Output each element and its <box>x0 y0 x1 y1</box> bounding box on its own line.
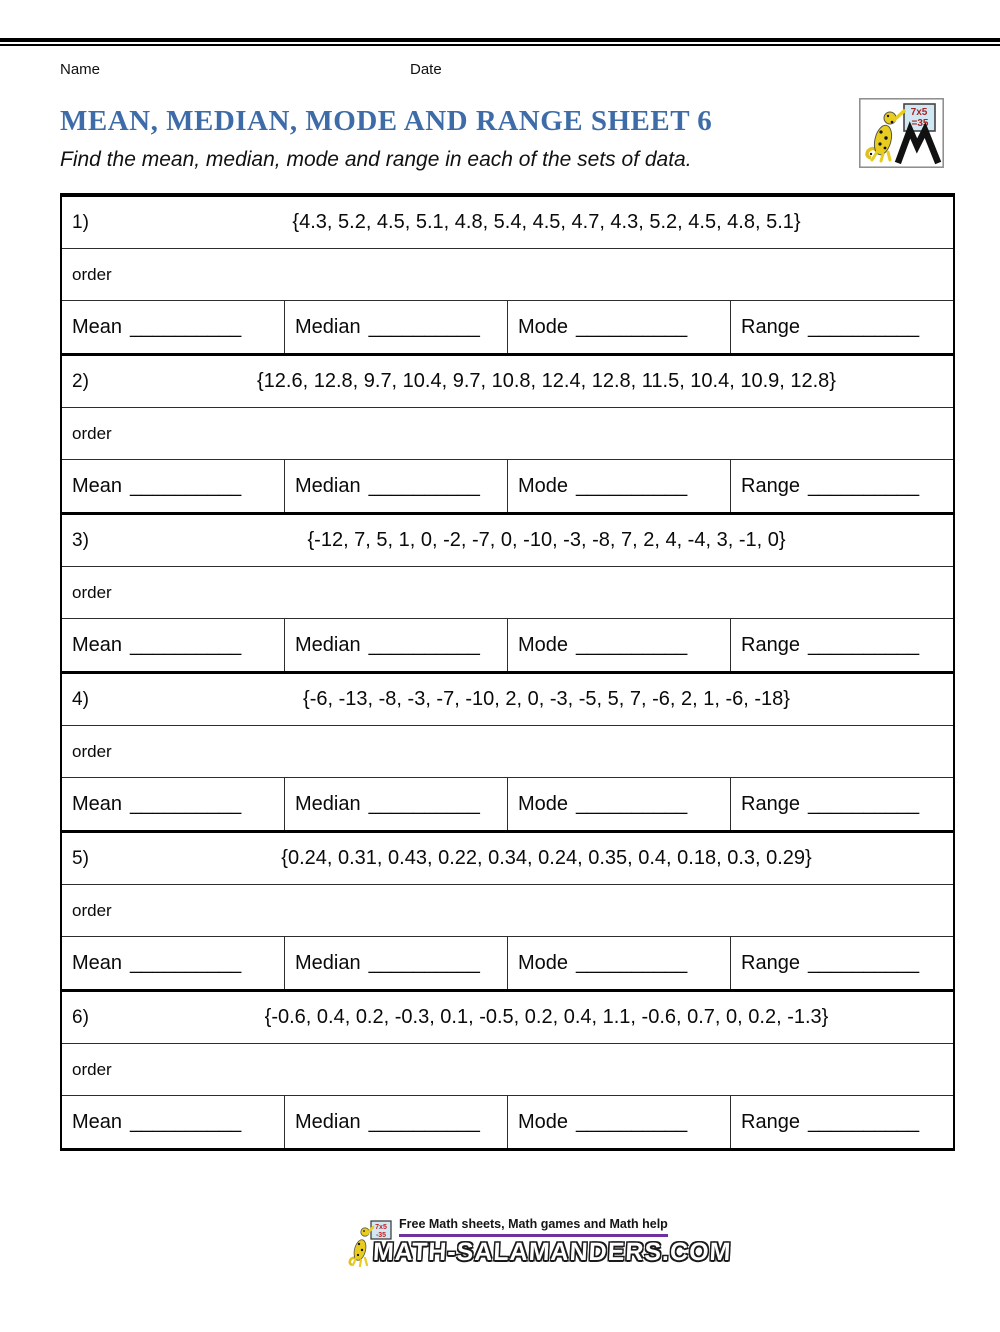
mode-label: Mode <box>518 474 569 497</box>
data-row <box>62 197 953 249</box>
median-label: Median <box>295 474 361 497</box>
range-cell <box>731 619 953 671</box>
mean-cell <box>62 937 285 989</box>
data-row <box>62 992 953 1044</box>
mode-answer-blank: __________ <box>576 633 688 656</box>
problem-block-3 <box>62 515 953 674</box>
footer-board-line1: 7x5 <box>375 1224 387 1231</box>
mode-label: Mode <box>518 633 569 656</box>
problem-block-5 <box>62 833 953 992</box>
order-row <box>62 408 953 460</box>
mean-label: Mean <box>72 474 123 497</box>
mode-cell <box>508 1096 731 1148</box>
stats-row <box>62 619 953 671</box>
median-cell <box>285 1096 508 1148</box>
mean-cell <box>62 778 285 830</box>
range-label: Range <box>741 951 800 974</box>
stats-row <box>62 301 953 353</box>
range-cell <box>731 301 953 353</box>
median-answer-blank: __________ <box>368 633 480 656</box>
order-label: order <box>72 423 112 443</box>
range-answer-blank: __________ <box>807 792 920 815</box>
median-label: Median <box>295 792 361 815</box>
median-label: Median <box>295 633 361 656</box>
median-answer-blank: __________ <box>368 315 480 338</box>
data-set: {0.24, 0.31, 0.43, 0.22, 0.34, 0.24, 0.35, 0.4, 0.18, 0.3, 0.29} <box>281 847 812 869</box>
worksheet-table <box>60 193 955 1151</box>
median-label: Median <box>295 1110 361 1133</box>
problem-number: 5) <box>72 847 89 869</box>
footer-salamander <box>350 1227 373 1266</box>
mean-label: Mean <box>72 1110 123 1133</box>
instruction-text: Find the mean, median, mode and range in each of the sets of data. <box>60 148 692 171</box>
mean-cell <box>62 619 285 671</box>
stats-row <box>62 937 953 989</box>
mode-cell <box>508 778 731 830</box>
mean-answer-blank: __________ <box>130 1110 242 1133</box>
data-set: {-6, -13, -8, -3, -7, -10, 2, 0, -3, -5, 5, 7, -6, 2, 1, -6, -18} <box>303 688 790 710</box>
range-answer-blank: __________ <box>807 474 920 497</box>
mean-label: Mean <box>72 633 123 656</box>
logo-board-line1: 7x5 <box>910 107 928 118</box>
stats-row <box>62 460 953 512</box>
range-label: Range <box>741 474 800 497</box>
range-label: Range <box>741 1110 800 1133</box>
logo-board-line2: =35 <box>911 118 929 129</box>
median-cell <box>285 460 508 512</box>
footer-tagline: Free Math sheets, Math games and Math help <box>399 1217 668 1237</box>
mode-answer-blank: __________ <box>576 951 688 974</box>
order-row <box>62 885 953 937</box>
range-label: Range <box>741 633 800 656</box>
mode-answer-blank: __________ <box>576 792 688 815</box>
problem-number: 4) <box>72 688 89 710</box>
mean-label: Mean <box>72 315 123 338</box>
order-label: order <box>72 741 112 761</box>
range-answer-blank: __________ <box>807 633 920 656</box>
problem-block-6 <box>62 992 953 1148</box>
problem-block-1 <box>62 197 953 356</box>
mean-answer-blank: __________ <box>130 633 242 656</box>
order-row <box>62 249 953 301</box>
data-set: {-12, 7, 5, 1, 0, -2, -7, 0, -10, -3, -8, 7, 2, 4, -4, 3, -1, 0} <box>307 529 786 551</box>
median-answer-blank: __________ <box>368 951 480 974</box>
mode-cell <box>508 937 731 989</box>
order-row <box>62 726 953 778</box>
median-answer-blank: __________ <box>368 792 480 815</box>
range-label: Range <box>741 315 800 338</box>
problem-block-2 <box>62 356 953 515</box>
order-label: order <box>72 1059 112 1079</box>
data-row <box>62 674 953 726</box>
data-set: {4.3, 5.2, 4.5, 5.1, 4.8, 5.4, 4.5, 4.7, 4.3, 5.2, 4.5, 4.8, 5.1} <box>292 211 801 233</box>
order-row <box>62 567 953 619</box>
stats-row <box>62 778 953 830</box>
data-set: {-0.6, 0.4, 0.2, -0.3, 0.1, -0.5, 0.2, 0.4, 1.1, -0.6, 0.7, 0, 0.2, -1.3} <box>264 1006 829 1028</box>
median-cell <box>285 778 508 830</box>
mode-cell <box>508 460 731 512</box>
data-row <box>62 833 953 885</box>
range-cell <box>731 778 953 830</box>
range-cell <box>731 460 953 512</box>
range-cell <box>731 937 953 989</box>
range-label: Range <box>741 792 800 815</box>
median-label: Median <box>295 315 361 338</box>
mode-answer-blank: __________ <box>576 474 688 497</box>
mean-label: Mean <box>72 792 123 815</box>
problem-number: 2) <box>72 370 89 392</box>
range-cell <box>731 1096 953 1148</box>
problem-number: 3) <box>72 529 89 551</box>
mean-answer-blank: __________ <box>130 951 242 974</box>
mode-cell <box>508 619 731 671</box>
footer-brand <box>347 1217 733 1277</box>
name-label: Name <box>60 61 101 78</box>
mean-cell <box>62 1096 285 1148</box>
data-row <box>62 515 953 567</box>
name-date-row <box>0 61 1000 81</box>
stats-row <box>62 1096 953 1148</box>
range-answer-blank: __________ <box>807 315 920 338</box>
date-label: Date <box>410 61 442 78</box>
median-answer-blank: __________ <box>368 474 480 497</box>
footer-wordmark: MATH-SALAMANDERS.COM <box>372 1238 733 1266</box>
mode-answer-blank: __________ <box>576 1110 688 1133</box>
order-row <box>62 1044 953 1096</box>
page-title: MEAN, MEDIAN, MODE AND RANGE SHEET 6 <box>60 105 713 137</box>
problem-number: 1) <box>72 211 89 233</box>
median-cell <box>285 937 508 989</box>
mean-cell <box>62 460 285 512</box>
salamander-logo-icon <box>859 98 944 168</box>
mean-cell <box>62 301 285 353</box>
order-label: order <box>72 900 112 920</box>
mode-label: Mode <box>518 315 569 338</box>
median-cell <box>285 301 508 353</box>
problem-number: 6) <box>72 1006 89 1028</box>
order-label: order <box>72 264 112 284</box>
range-answer-blank: __________ <box>807 951 920 974</box>
median-label: Median <box>295 951 361 974</box>
order-label: order <box>72 582 112 602</box>
data-set: {12.6, 12.8, 9.7, 10.4, 9.7, 10.8, 12.4, 12.8, 11.5, 10.4, 10.9, 12.8} <box>257 370 836 392</box>
mean-label: Mean <box>72 951 123 974</box>
median-cell <box>285 619 508 671</box>
mean-answer-blank: __________ <box>130 315 242 338</box>
footer-board-line2: -35 <box>375 1232 387 1239</box>
range-answer-blank: __________ <box>807 1110 920 1133</box>
mode-answer-blank: __________ <box>576 315 688 338</box>
median-answer-blank: __________ <box>368 1110 480 1133</box>
problem-block-4 <box>62 674 953 833</box>
data-row <box>62 356 953 408</box>
mode-label: Mode <box>518 951 569 974</box>
mode-label: Mode <box>518 792 569 815</box>
mean-answer-blank: __________ <box>130 474 242 497</box>
mode-label: Mode <box>518 1110 569 1133</box>
mode-cell <box>508 301 731 353</box>
mean-answer-blank: __________ <box>130 792 242 815</box>
top-rule <box>0 38 1000 46</box>
